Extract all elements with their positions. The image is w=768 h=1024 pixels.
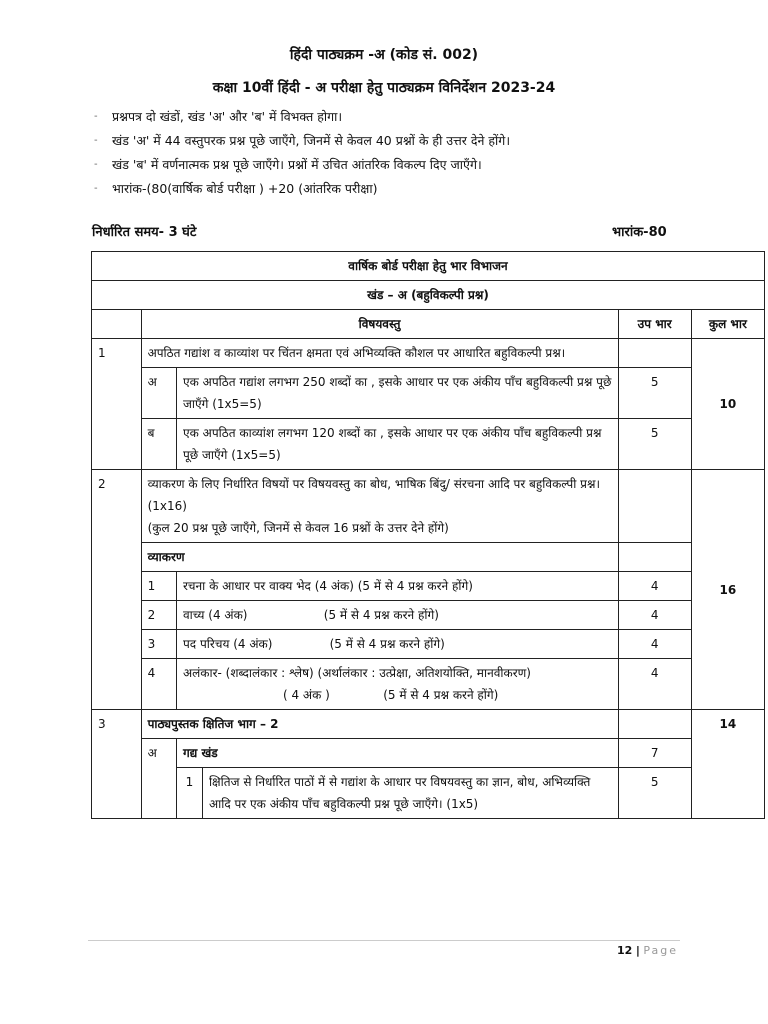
q-total: 14 bbox=[691, 710, 764, 819]
sub-text: एक अपठित गद्यांश लगभग 250 शब्दों का , इसके आधार पर एक अंकीय पाँच बहुविकल्पी प्रश्न पूछे जाएँगे (1x5=5) bbox=[176, 368, 618, 419]
sub-label: अ bbox=[141, 368, 176, 419]
item-marks: 4 bbox=[618, 601, 691, 630]
sub-label: अ bbox=[141, 739, 176, 819]
instruction-item: - प्रश्नपत्र दो खंडों, खंड 'अ' और 'ब' में विभक्त होगा। bbox=[112, 106, 752, 130]
item-text: क्षितिज से निर्धारित पाठों में से गद्यांश के आधार पर विषयवस्तु का ज्ञान, बोध, अभिव्यक्ति आदि पर एक अंकीय पाँच बहुविकल्पी प्रश्न पूछे जाएँगे। (1x5) bbox=[202, 768, 618, 819]
page-footer bbox=[560, 944, 678, 957]
item-marks: 4 bbox=[618, 659, 691, 710]
instruction-item: - भारांक-(80(वार्षिक बोर्ड परीक्षा ) +20 (आंतरिक परीक्षा) bbox=[112, 178, 752, 202]
sub-text: एक अपठित काव्यांश लगभग 120 शब्दों का , इसके आधार पर एक अंकीय पाँच बहुविकल्पी प्रश्न पूछे जाएँगे (1x5=5) bbox=[176, 419, 618, 470]
time-label: निर्धारित समय- 3 घंटे bbox=[92, 225, 197, 240]
item-number: 1 bbox=[176, 768, 202, 819]
header-content: विषयवस्तु bbox=[141, 310, 618, 339]
page-number: 12 bbox=[617, 944, 633, 957]
sub-marks: 5 bbox=[618, 419, 691, 470]
weightage-table bbox=[91, 251, 765, 819]
table-row bbox=[92, 630, 765, 659]
table-row bbox=[92, 543, 765, 572]
table-row bbox=[92, 659, 765, 710]
header-blank bbox=[92, 310, 142, 339]
footer-divider bbox=[88, 940, 680, 941]
item-marks: 4 bbox=[618, 572, 691, 601]
table-title: वार्षिक बोर्ड परीक्षा हेतु भार विभाजन bbox=[92, 252, 765, 281]
page-word: Page bbox=[643, 944, 678, 957]
header-sub-marks: उप भार bbox=[618, 310, 691, 339]
document-title: हिंदी पाठ्यक्रम -अ (कोड सं. 002) bbox=[289, 47, 479, 63]
item-marks: 5 bbox=[618, 768, 691, 819]
sub-heading: गद्य खंड bbox=[176, 739, 618, 768]
grammar-heading: व्याकरण bbox=[141, 543, 618, 572]
q-sub-marks bbox=[618, 470, 691, 543]
document-subtitle: कक्षा 10वीं हिंदी - अ परीक्षा हेतु पाठ्यक्रम विनिर्देशन 2023-24 bbox=[212, 80, 556, 96]
instruction-item: - खंड 'ब' में वर्णनात्मक प्रश्न पूछे जाएँगे। प्रश्नों में उचित आंतरिक विकल्प दिए जाएँगे। bbox=[112, 154, 752, 178]
table-title-row bbox=[92, 252, 765, 281]
item-number: 2 bbox=[141, 601, 176, 630]
item-number: 3 bbox=[141, 630, 176, 659]
table-header-row bbox=[92, 310, 765, 339]
q-text-line: व्याकरण के लिए निर्धारित विषयों पर विषयवस्तु का बोध, भाषिक बिंदु/ संरचना आदि पर बहुविकल्पी प्रश्न। (1x16) bbox=[147, 477, 601, 513]
q-text: अपठित गद्यांश व काव्यांश पर चिंतन क्षमता एवं अभिव्यक्ति कौशल पर आधारित बहुविकल्पी प्रश्न। bbox=[141, 339, 618, 368]
q-number: 3 bbox=[92, 710, 142, 819]
item-text: वाच्य (4 अंक) (5 में से 4 प्रश्न करने होंगे) bbox=[176, 601, 618, 630]
q-text-line: (कुल 20 प्रश्न पूछे जाएँगे, जिनमें से केवल 16 प्रश्नों के उत्तर देने होंगे) bbox=[147, 521, 449, 535]
table-section-row bbox=[92, 281, 765, 310]
q-total: 10 bbox=[691, 339, 764, 470]
item-text: रचना के आधार पर वाक्य भेद (4 अंक) (5 में से 4 प्रश्न करने होंगे) bbox=[176, 572, 618, 601]
item-marks: 4 bbox=[618, 630, 691, 659]
q-total: 16 bbox=[691, 470, 764, 710]
instruction-item: - खंड 'अ' में 44 वस्तुपरक प्रश्न पूछे जाएँगे, जिनमें से केवल 40 प्रश्नों के ही उत्तर देने होंगे। bbox=[112, 130, 752, 154]
section-heading: खंड – अ (बहुविकल्पी प्रश्न) bbox=[92, 281, 765, 310]
item-text bbox=[176, 659, 618, 710]
q-text: पाठ्यपुस्तक क्षितिज भाग – 2 bbox=[141, 710, 618, 739]
item-number: 1 bbox=[141, 572, 176, 601]
table-row bbox=[92, 572, 765, 601]
table-row bbox=[92, 710, 765, 739]
item-text-line: ( 4 अंक ) (5 में से 4 प्रश्न करने होंगे) bbox=[282, 688, 499, 702]
sub-marks: 5 bbox=[618, 368, 691, 419]
table-row bbox=[92, 368, 765, 419]
item-text-line: अलंकार- (शब्दालंकार : श्लेष) (अर्थालंकार : उत्प्रेक्षा, अतिशयोक्ति, मानवीकरण) bbox=[182, 666, 531, 680]
header-total-marks: कुल भार bbox=[691, 310, 764, 339]
marks-label: भारांक-80 bbox=[612, 225, 667, 240]
table-row bbox=[92, 601, 765, 630]
item-text: पद परिचय (4 अंक) (5 में से 4 प्रश्न करने होंगे) bbox=[176, 630, 618, 659]
q-sub-marks bbox=[618, 710, 691, 739]
q-number: 2 bbox=[92, 470, 142, 710]
sub-marks: 7 bbox=[618, 739, 691, 768]
page-separator: | bbox=[635, 944, 640, 957]
sub-label: ब bbox=[141, 419, 176, 470]
item-number: 4 bbox=[141, 659, 176, 710]
q-text bbox=[141, 470, 618, 543]
table-row bbox=[92, 739, 765, 768]
table-row bbox=[92, 470, 765, 543]
table-row bbox=[92, 339, 765, 368]
table-row bbox=[92, 768, 765, 819]
instruction-list bbox=[112, 106, 752, 202]
table-row bbox=[92, 419, 765, 470]
q-number: 1 bbox=[92, 339, 142, 470]
q-sub-marks bbox=[618, 339, 691, 368]
empty-cell bbox=[618, 543, 691, 572]
